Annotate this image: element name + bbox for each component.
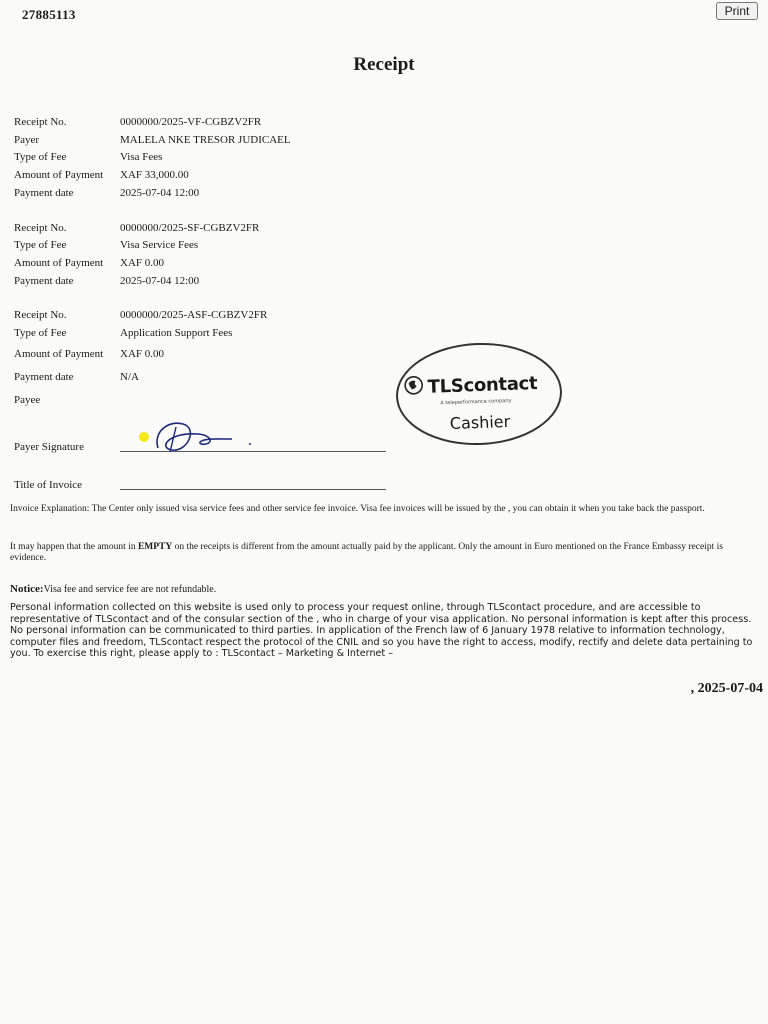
amount-label: Amount of Payment xyxy=(14,257,104,269)
payment-date-value: N/A xyxy=(120,371,139,383)
payment-date-label: Payment date xyxy=(14,275,74,287)
stamp-brand: TLScontact xyxy=(427,372,538,398)
notice-label: Notice: xyxy=(10,583,44,595)
amount-label: Amount of Payment xyxy=(14,348,104,360)
payment-date-value: 2025-07-04 12:00 xyxy=(120,187,200,199)
payer-value: MALELA NKE TRESOR JUDICAEL xyxy=(120,134,291,146)
print-button[interactable]: Print xyxy=(716,2,758,20)
receipt-no-value: 0000000/2025-SF-CGBZV2FR xyxy=(120,222,260,234)
receipt-no-value: 0000000/2025-VF-CGBZV2FR xyxy=(120,116,262,128)
fee-type-label: Type of Fee xyxy=(14,239,67,251)
privacy-statement: Personal information collected on this website is used only to process your request online, through TLScontact procedure, and are accessible to representative of TLScontact and of the consular section of the , who in charge of your visa application. No personal information is kept after this process. No personal information can be communicated to third parties. In application of the French law of 6 January 1978 relative to information technology, computer files and freedom, TLScontact respect the protocol of the CNIL and so you have the right to access, modify, rectify and delete data pertaining to you. To exercise this right, please apply to : TLScontact – Marketing & Internet – xyxy=(10,602,753,660)
amount-note xyxy=(10,542,750,564)
fee-type-label: Type of Fee xyxy=(14,151,67,163)
payer-signature-label: Payer Signature xyxy=(14,441,84,453)
amount-value: XAF 0.00 xyxy=(120,348,165,360)
cashier-stamp xyxy=(394,340,563,448)
stamp-subtitle: A teleperformance company xyxy=(440,397,512,407)
title-of-invoice-line xyxy=(120,489,386,490)
fee-type-value: Application Support Fees xyxy=(120,327,233,339)
payment-date-value: 2025-07-04 12:00 xyxy=(120,275,200,287)
payment-date-label: Payment date xyxy=(14,187,74,199)
title-of-invoice-label: Title of Invoice xyxy=(14,479,83,491)
amount-note-emphasis: EMPTY xyxy=(137,542,173,552)
notice xyxy=(10,583,216,595)
fee-type-value: Visa Service Fees xyxy=(120,239,199,251)
amount-value: XAF 0.00 xyxy=(120,257,165,269)
receipt-no-value: 0000000/2025-ASF-CGBZV2FR xyxy=(120,309,268,321)
handwritten-signature xyxy=(128,412,258,460)
fee-type-value: Visa Fees xyxy=(120,151,163,163)
amount-label: Amount of Payment xyxy=(14,169,104,181)
payee-label: Payee xyxy=(14,394,41,406)
stamp-role: Cashier xyxy=(449,411,511,434)
receipt-no-label: Receipt No. xyxy=(14,222,67,234)
page-title: Receipt xyxy=(353,54,415,75)
amount-value: XAF 33,000.00 xyxy=(120,169,189,181)
payer-label: Payer xyxy=(14,134,40,146)
receipt-no-label: Receipt No. xyxy=(14,116,67,128)
amount-note-before: It may happen that the amount in xyxy=(10,542,138,552)
footer-date: , 2025-07-04 xyxy=(690,681,763,696)
amount-note-after: on the receipts is different from the amount actually paid by the applicant. Only the amount in Euro mentioned on the France Embassy receipt is evidence. xyxy=(10,542,723,563)
document-number: 27885113 xyxy=(22,7,76,22)
fee-type-label: Type of Fee xyxy=(14,327,67,339)
globe-logo-icon xyxy=(403,375,424,396)
receipt-no-label: Receipt No. xyxy=(14,309,67,321)
notice-text: Visa fee and service fee are not refundable. xyxy=(43,584,217,595)
invoice-explanation: Invoice Explanation: The Center only issued visa service fees and other service fee invoice. Visa fee invoices will be issued by the , you can obtain it when you take back the passport. xyxy=(10,504,705,514)
payment-date-label: Payment date xyxy=(14,371,74,383)
